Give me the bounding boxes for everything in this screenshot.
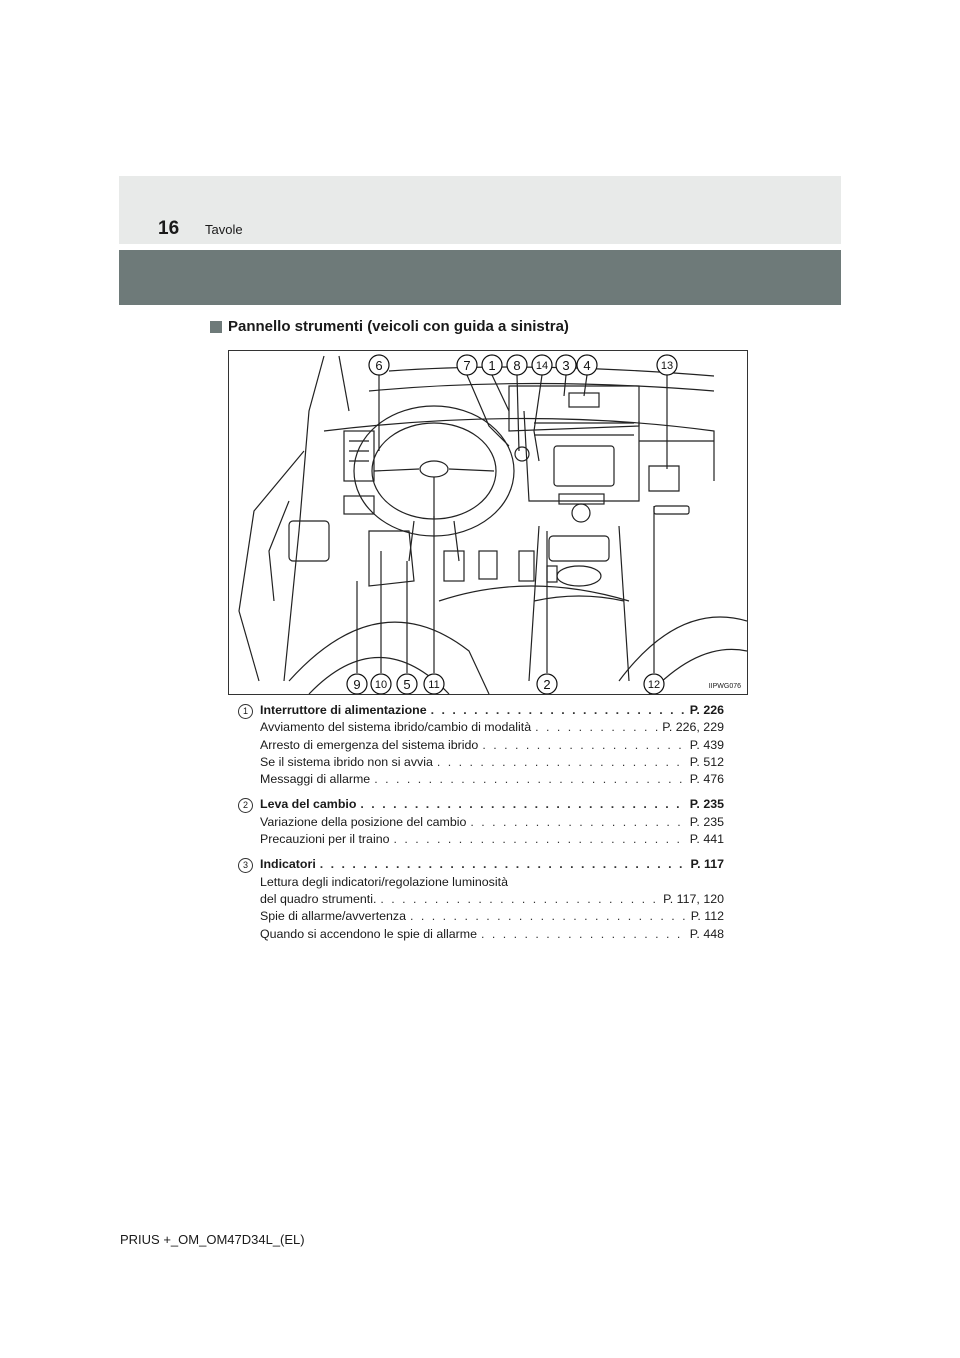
page-reference-link[interactable]: P. 439 (689, 737, 724, 752)
dot-leader (482, 737, 685, 754)
callout-label: 5 (403, 677, 411, 692)
dot-leader (470, 814, 685, 831)
sub-entry-label: Se il sistema ibrido non si avvia (260, 754, 433, 769)
header-band-dark (119, 250, 841, 305)
sub-entry-row (260, 814, 724, 831)
square-bullet-icon (210, 321, 222, 333)
entry-title: Leva del cambio (260, 797, 357, 812)
entry-title-row (260, 702, 724, 719)
page-reference-link[interactable]: P. 112 (690, 909, 724, 924)
document-footer: PRIUS +_OM_OM47D34L_(EL) (120, 1232, 305, 1247)
entry-list (238, 702, 724, 951)
callout-label: 3 (562, 358, 570, 373)
callout-bottom-11 (424, 674, 444, 694)
entry-3 (238, 856, 724, 942)
callout-top-4 (577, 355, 597, 375)
page-number: 16 (158, 218, 180, 239)
section-heading (210, 318, 569, 335)
callout-label: 14 (535, 360, 549, 372)
sub-entry-label: Spie di allarme/avvertenza (260, 909, 407, 924)
callout-top-14 (532, 355, 552, 375)
entry-1 (238, 702, 724, 788)
page-reference-link[interactable]: P. 448 (689, 926, 724, 941)
dot-leader (380, 891, 659, 908)
sub-entry-row (260, 719, 724, 736)
callout-label: 6 (375, 358, 383, 373)
dot-leader (374, 771, 686, 788)
chapter-title: Tavole (205, 222, 243, 237)
callout-label: 13 (660, 360, 674, 372)
sub-entry-label: Arresto di emergenza del sistema ibrido (260, 737, 479, 752)
entry-number-badge: 1 (238, 704, 253, 719)
sub-entry-row (260, 771, 724, 788)
callout-label: 11 (428, 679, 440, 691)
sub-entry-row (260, 908, 724, 925)
callout-bottom-12 (644, 674, 664, 694)
callout-bottom-2 (537, 674, 557, 694)
sub-entry-row (260, 737, 724, 754)
page-reference-link[interactable]: P. 235 (689, 814, 724, 829)
dot-leader (410, 908, 687, 925)
page-reference-link[interactable]: P. 117 (690, 857, 724, 872)
dot-leader (535, 719, 658, 736)
callout-label: 8 (513, 358, 521, 373)
figure-code: IIPWG076 (708, 683, 741, 690)
callout-top-13 (657, 355, 677, 375)
sub-entry-row (260, 831, 724, 848)
callout-label: 2 (543, 677, 551, 692)
page-reference-link[interactable]: P. 476 (689, 772, 724, 787)
callout-bottom-10 (371, 674, 391, 694)
callout-bottom-5 (397, 674, 417, 694)
sub-entry-row (260, 891, 724, 908)
entry-number-badge: 2 (238, 798, 253, 813)
sub-entry-label: Avviamento del sistema ibrido/cambio di modalità (260, 720, 532, 735)
dashboard-illustration (228, 350, 748, 695)
entry-title: Indicatori (260, 857, 316, 872)
sub-entry-row (260, 926, 724, 943)
sub-entry-label: Quando si accendono le spie di allarme (260, 926, 477, 941)
entry-number-badge: 3 (238, 858, 253, 873)
callout-label: 10 (374, 679, 388, 691)
sub-entry-label: Messaggi di allarme (260, 772, 371, 787)
dot-leader (393, 831, 685, 848)
entry-2 (238, 796, 724, 848)
sub-entry-label: del quadro strumenti. (260, 891, 377, 906)
dot-leader (481, 926, 686, 943)
callout-label: 4 (583, 358, 591, 373)
section-title: Pannello strumenti (veicoli con guida a sinistra) (228, 318, 569, 335)
dot-leader (431, 702, 686, 719)
sub-entry-label: Variazione della posizione del cambio (260, 814, 467, 829)
page-reference-link[interactable]: P. 441 (689, 832, 724, 847)
callout-label: 1 (488, 358, 496, 373)
page-reference-link[interactable]: P. 226 (689, 703, 724, 717)
page-reference-link[interactable]: P. 512 (689, 754, 724, 769)
callout-top-7 (457, 355, 477, 375)
page-reference-link[interactable]: P. 226, 229 (662, 720, 724, 735)
callout-top-8 (507, 355, 527, 375)
page-reference-link[interactable]: P. 235 (689, 797, 724, 812)
callout-top-1 (482, 355, 502, 375)
sub-entry-row (260, 754, 724, 771)
callout-top-3 (556, 355, 576, 375)
sub-entry-label: Precauzioni per il traino (260, 832, 390, 847)
entry-title-row (260, 796, 724, 813)
callout-label: 7 (463, 358, 471, 373)
sub-entry-line: Lettura degli indicatori/regolazione luminosità (260, 874, 508, 889)
dot-leader (360, 796, 685, 813)
entry-title-row (260, 856, 724, 873)
callout-label: 12 (647, 679, 661, 691)
entry-title: Interruttore di alimentazione (260, 703, 427, 717)
callout-label: 9 (353, 677, 361, 692)
dashboard-drawing (229, 351, 747, 694)
callout-bottom-9 (347, 674, 367, 694)
dot-leader (437, 754, 686, 771)
dot-leader (320, 856, 687, 873)
callout-top-6 (369, 355, 389, 375)
page-reference-link[interactable]: P. 117, 120 (663, 891, 724, 906)
